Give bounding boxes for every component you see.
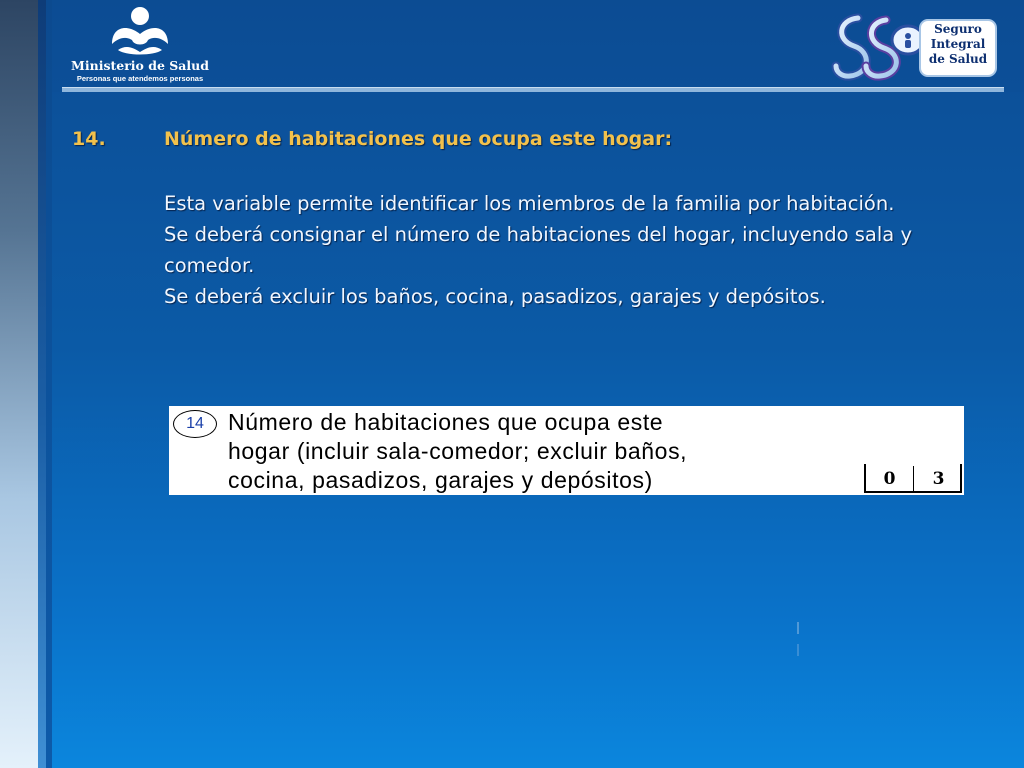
answer-box [864, 464, 962, 493]
answer-digit-1: 0 [866, 466, 914, 491]
section-body [164, 188, 964, 312]
left-decor-strip [0, 0, 38, 768]
questionnaire-snippet [169, 406, 964, 495]
question-line-3: cocina, pasadizos, garajes y depósitos) [228, 467, 653, 493]
question-line-1: Número de habitaciones que ocupa este [228, 409, 664, 435]
question-text [228, 408, 848, 495]
minsa-logo [62, 4, 217, 84]
minsa-emblem-icon [62, 4, 217, 60]
sis-name-line3: de Salud [928, 52, 988, 66]
section-title: Número de habitaciones que ocupa este hogar: [164, 128, 673, 150]
body-paragraph-2: Se deberá consignar el número de habitaciones del hogar, incluyendo sala y comedor. [164, 223, 912, 277]
sis-logo [828, 10, 998, 84]
decor-mark [797, 622, 799, 634]
answer-digit-2: 3 [932, 468, 945, 489]
sis-name-line2: Integral [930, 37, 986, 51]
body-paragraph-3: Se deberá excluir los baños, cocina, pasadizos, garajes y depósitos. [164, 285, 826, 308]
sis-name [920, 22, 996, 67]
body-paragraph-1: Esta variable permite identificar los miembros de la familia por habitación. [164, 192, 895, 215]
left-decor-strip-inner [38, 0, 46, 768]
minsa-slogan: Personas que atendemos personas [76, 74, 204, 83]
section-number: 14. [72, 128, 106, 150]
minsa-name: Ministerio de Salud [71, 58, 209, 73]
left-decor-strip-edge [46, 0, 52, 768]
question-number-badge: 14 [173, 410, 217, 438]
header-divider [62, 87, 1004, 92]
sis-name-line1: Seguro [934, 22, 982, 36]
question-line-2: hogar (incluir sala-comedor; excluir baños, [228, 438, 688, 464]
decor-mark [797, 644, 799, 656]
